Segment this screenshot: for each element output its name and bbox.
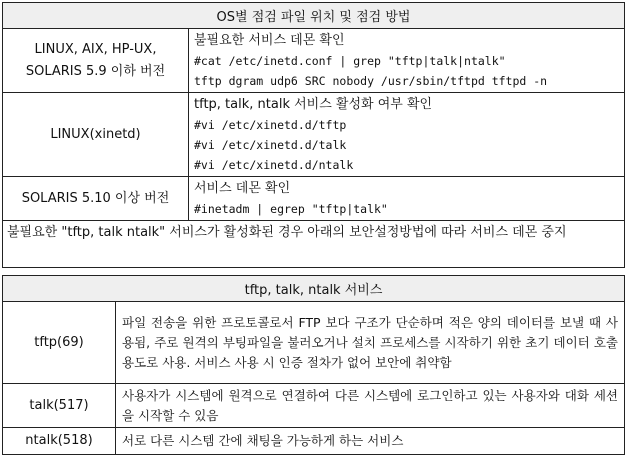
os-check-table-title: OS별 점검 파일 위치 및 점검 방법 xyxy=(3,3,625,29)
service-table xyxy=(2,275,625,455)
os-check-table xyxy=(2,2,625,268)
service-name: tftp(69) xyxy=(3,302,116,384)
os-cell-linux-xinetd xyxy=(3,93,189,177)
command-line: #inetadm | egrep "tftp|talk" xyxy=(194,201,388,216)
os-label-line: LINUX(xinetd) xyxy=(50,126,141,142)
check-cell-linux-xinetd xyxy=(189,93,625,177)
os-label-line: LINUX, AIX, HP-UX, xyxy=(34,41,157,57)
service-name: talk(517) xyxy=(3,384,116,428)
os-label-line: SOLARIS 5.9 이하 버전 xyxy=(25,63,166,79)
os-cell-unix xyxy=(3,29,189,93)
service-name: ntalk(518) xyxy=(3,428,116,455)
os-cell-solaris xyxy=(3,177,189,221)
check-cell-solaris xyxy=(189,177,625,221)
service-table-title: tftp, talk, ntalk 서비스 xyxy=(3,276,625,302)
check-cell-unix xyxy=(189,29,625,93)
check-heading: tftp, talk, ntalk 서비스 활성화 여부 확인 xyxy=(194,96,433,112)
service-description: 파일 전송을 위한 프로토콜로서 FTP 보다 구조가 단순하며 적은 양의 데이터를 보낼 때 사용됨, 주로 원격의 부팅파일을 불러오거나 설치 프로세스를 시작하기 위한 초기 데이터 호출 용도로 사용. 서비스 사용 시 인증 절차가 없어 보안에 취약함 xyxy=(116,302,625,384)
command-line: #vi /etc/xinetd.d/talk xyxy=(194,137,347,152)
remediation-note: 불필요한 "tftp, talk ntalk" 서비스가 활성화된 경우 아래의 보안설정방법에 따라 서비스 데몬 중지 xyxy=(3,221,625,268)
service-description: 서로 다른 시스템 간에 채팅을 가능하게 하는 서비스 xyxy=(116,428,625,455)
command-line: #cat /etc/inetd.conf | grep "tftp|talk|ntalk" xyxy=(194,53,506,68)
check-heading: 서비스 데몬 확인 xyxy=(194,180,291,196)
os-label-line: SOLARIS 5.10 이상 버전 xyxy=(21,190,170,206)
command-line: #vi /etc/xinetd.d/tftp xyxy=(194,117,347,132)
command-line: #vi /etc/xinetd.d/ntalk xyxy=(194,157,354,172)
command-output-line: tftp dgram udp6 SRC nobody /usr/sbin/tftpd tftpd -n xyxy=(194,73,548,88)
check-heading: 불필요한 서비스 데몬 확인 xyxy=(194,32,345,48)
service-description: 사용자가 시스템에 원격으로 연결하여 다른 시스템에 로그인하고 있는 사용자와 대화 세션을 시작할 수 있음 xyxy=(116,384,625,428)
